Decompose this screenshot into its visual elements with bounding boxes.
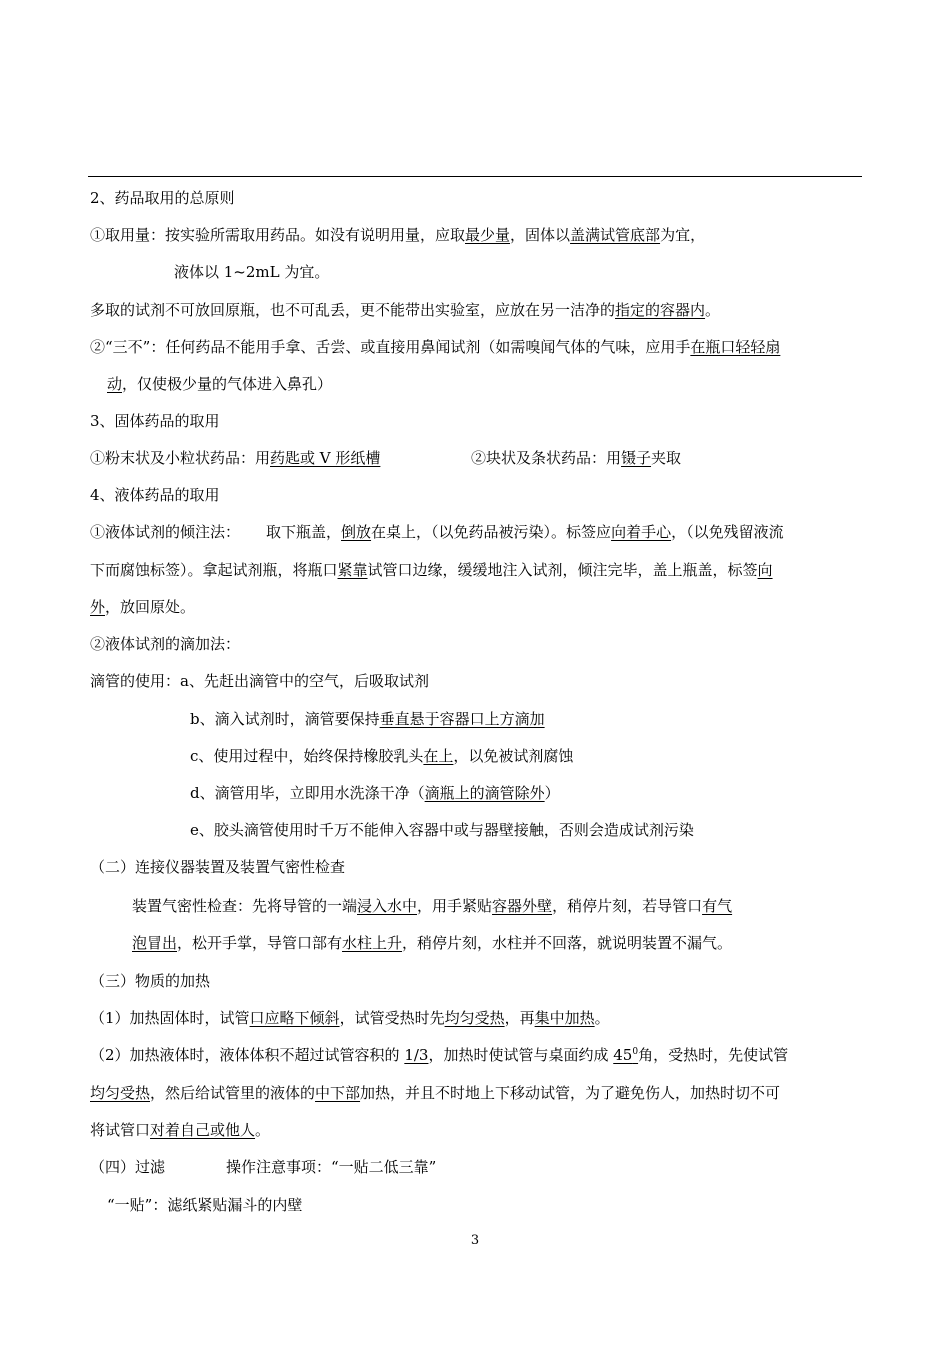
paragraph-three-nos xyxy=(90,337,780,357)
text: （2）加热液体时，液体体积不超过试管容积的 xyxy=(90,1046,405,1064)
underlined-text: 对着自己或他人 xyxy=(150,1121,256,1139)
section-filter-heading: （四）过滤 xyxy=(90,1158,166,1176)
text: ，稍停片刻，若导管口 xyxy=(552,897,703,915)
drop-heading: ②液体试剂的滴加法： xyxy=(90,635,241,653)
paragraph-pour-1 xyxy=(90,522,784,542)
text: 为宜， xyxy=(660,226,706,244)
paragraph-three-nos-cont xyxy=(107,374,332,394)
filter-one-stick: “一贴”：滤纸紧贴漏斗的内壁 xyxy=(107,1196,303,1214)
paragraph-powder xyxy=(90,448,380,468)
paragraph-airtight-1 xyxy=(132,896,732,916)
underlined-text: 向着手心 xyxy=(611,523,672,541)
underlined-text: 紧靠 xyxy=(337,561,368,579)
section-airtight-heading: （二）连接仪器装置及装置气密性检查 xyxy=(90,858,346,876)
text: ，加热时使试管与桌面约成 xyxy=(428,1046,614,1064)
dropper-item-e: e、胶头滴管使用时千万不能伸入容器中或与器壁接触，否则会造成试剂污染 xyxy=(190,821,694,839)
text: 。 xyxy=(705,301,721,319)
underlined-text: 浸入水中 xyxy=(357,897,418,915)
paragraph-airtight-2 xyxy=(132,933,732,953)
underlined-text: 有气 xyxy=(702,897,733,915)
text: ，稍停片刻，水柱并不回落，就说明装置不漏气。 xyxy=(402,934,733,952)
text: ，松开手掌，导管口部有 xyxy=(177,934,343,952)
underlined-text: 在上 xyxy=(423,747,454,765)
text: ） xyxy=(544,784,560,802)
section-2-heading: 2、药品取用的总原则 xyxy=(90,189,235,207)
text: ，再 xyxy=(504,1009,535,1027)
header-rule xyxy=(88,176,862,177)
text: ②“三不”：任何药品不能用手拿、舌尝、或直接用鼻闻试剂（如需嗅闻气体的气味，应用手 xyxy=(90,338,691,356)
underlined-text: 泡冒出 xyxy=(132,934,178,952)
text: ，（以免残留液流 xyxy=(671,523,784,541)
underlined-text: 盖满试管底部 xyxy=(570,226,661,244)
paragraph-heating-solid xyxy=(90,1008,610,1028)
paragraph-block xyxy=(471,448,681,468)
underlined-text: 水柱上升 xyxy=(342,934,403,952)
text: 在桌上，（以免药品被污染）。标签应 xyxy=(371,523,612,541)
section-3-heading: 3、固体药品的取用 xyxy=(90,412,220,430)
underlined-text: 最少量 xyxy=(465,226,511,244)
text: ②块状及条状药品：用 xyxy=(471,449,622,467)
paragraph-amount-liquid: 液体以 1~2mL 为宜。 xyxy=(174,263,330,281)
text: ，固体以 xyxy=(510,226,571,244)
text: 多取的试剂不可放回原瓶，也不可乱丢，更不能带出实验室，应放在另一洁净的 xyxy=(90,301,616,319)
paragraph-excess xyxy=(90,300,720,320)
text: 装置气密性检查：先将导管的一端 xyxy=(132,897,358,915)
underlined-text: 集中加热 xyxy=(534,1009,595,1027)
text: ，用手紧贴 xyxy=(417,897,493,915)
dropper-item-d xyxy=(190,783,560,803)
text: ，以免被试剂腐蚀 xyxy=(453,747,574,765)
underlined-text xyxy=(613,1046,638,1064)
paragraph-pour-3 xyxy=(90,597,195,617)
underlined-text: 倒放 xyxy=(341,523,372,541)
text: d、滴管用毕，立即用水洗涤干净（ xyxy=(190,784,425,802)
text: 角，受热时，先使试管 xyxy=(638,1046,789,1064)
underlined-text: 指定的容器内 xyxy=(615,301,706,319)
text: ，试管受热时先 xyxy=(339,1009,445,1027)
underlined-text: 镊子 xyxy=(621,449,652,467)
text: ，然后给试管里的液体的 xyxy=(150,1084,316,1102)
text: 下而腐蚀标签）。拿起试剂瓶，将瓶口 xyxy=(90,561,338,579)
text: 取下瓶盖， xyxy=(266,523,342,541)
underlined-text: 中下部 xyxy=(315,1084,361,1102)
underlined-text: 均匀受热 xyxy=(444,1009,505,1027)
underlined-text: 垂直悬于容器口上方滴加 xyxy=(379,710,545,728)
text: ①粉末状及小粒状药品：用 xyxy=(90,449,271,467)
text: c、使用过程中，始终保持橡胶乳头 xyxy=(190,747,424,765)
section-4-heading: 4、液体药品的取用 xyxy=(90,486,220,504)
underlined-text: 药匙或 V 形纸槽 xyxy=(270,449,381,467)
underlined-text: 动 xyxy=(107,375,123,393)
paragraph-heating-liquid-3 xyxy=(90,1120,270,1140)
text: 将试管口 xyxy=(90,1121,151,1139)
filter-notes-heading: 操作注意事项：“一贴二低三靠” xyxy=(226,1158,437,1176)
text: 试管口边缘，缓缓地注入试剂，倾注完毕，盖上瓶盖，标签 xyxy=(367,561,758,579)
dropper-item-a: 滴管的使用：a、先赶出滴管中的空气，后吸取试剂 xyxy=(90,672,429,690)
text: （1）加热固体时，试管 xyxy=(90,1009,250,1027)
underlined-text: 滴瓶上的滴管除外 xyxy=(424,784,545,802)
paragraph-amount xyxy=(90,225,705,245)
underlined-text: 容器外壁 xyxy=(492,897,553,915)
text: 。 xyxy=(255,1121,271,1139)
underlined-text: 1/3 xyxy=(404,1046,429,1064)
underlined-text: 均匀受热 xyxy=(90,1084,151,1102)
paragraph-pour-2 xyxy=(90,560,773,580)
section-heating-heading: （三）物质的加热 xyxy=(90,972,211,990)
angle-value: 45 xyxy=(613,1046,633,1064)
text: ①液体试剂的倾注法： xyxy=(90,523,241,541)
underlined-text: 向 xyxy=(757,561,773,579)
dropper-item-c xyxy=(190,746,573,766)
text: 夹取 xyxy=(651,449,682,467)
text: ，放回原处。 xyxy=(105,598,196,616)
paragraph-heating-liquid-1 xyxy=(90,1045,788,1065)
text: b、滴入试剂时，滴管要保持 xyxy=(190,710,380,728)
underlined-text: 在瓶口轻轻扇 xyxy=(690,338,781,356)
paragraph-heating-liquid-2 xyxy=(90,1083,780,1103)
underlined-text: 口应略下倾斜 xyxy=(249,1009,340,1027)
text: 。 xyxy=(594,1009,610,1027)
degree-superscript: 0 xyxy=(632,1047,639,1057)
underlined-text: 外 xyxy=(90,598,106,616)
text: ，仅使极少量的气体进入鼻孔） xyxy=(122,375,333,393)
text: ①取用量：按实验所需取用药品。如没有说明用量，应取 xyxy=(90,226,466,244)
dropper-item-b xyxy=(190,709,545,729)
page-number: 3 xyxy=(470,1233,480,1248)
text: 加热，并且不时地上下移动试管，为了避免伤人，加热时切不可 xyxy=(360,1084,781,1102)
